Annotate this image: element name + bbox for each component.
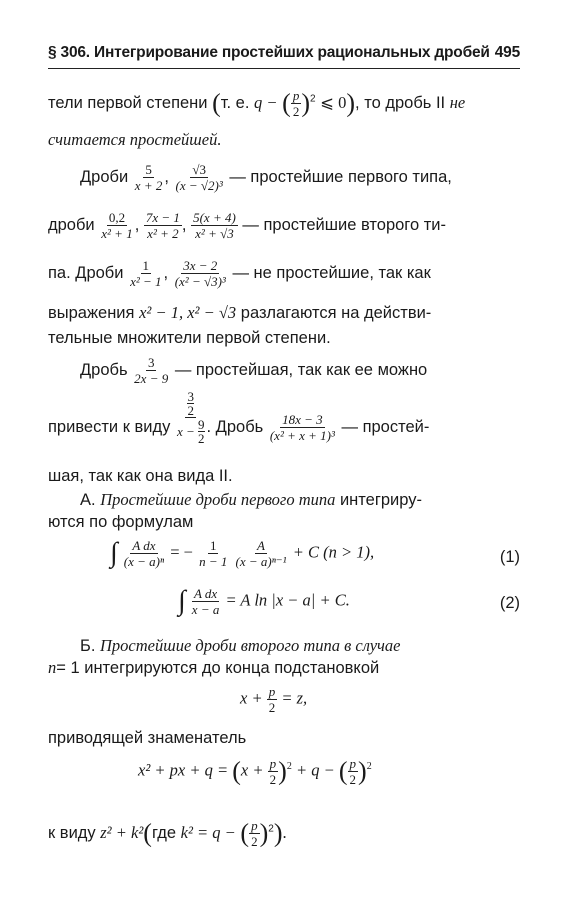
text-line: привести к виду 3 2 x − $\frac{9}{2}$ . Дробь $\frac{18x - 3}{\text{(x² + x + 1)³}}$ — простей- — [48, 389, 430, 446]
text-line: к виду z² + k²(где k² = q − ( $\frac{p}{2}$ )$^2$). — [48, 818, 287, 849]
fraction: $\frac{18x - 3}{\text{(x² + x + 1)³}}$ — [269, 412, 335, 443]
header-rule — [48, 68, 520, 69]
equation-number: (1) — [499, 548, 520, 566]
page-number: 495 — [494, 44, 520, 61]
fraction: $\frac{3x - 2}{\text{(x² − √3)³}}$ — [174, 258, 226, 289]
text-line: Б. Простейшие дроби второго типа в случае — [80, 636, 401, 655]
formula-denominator: x² + px + q = (x + $\frac{p}{2}$ )$^2$ + q − ( $\frac{p}{2}$ )$^2$ — [138, 756, 372, 787]
text-line: Дроби $\frac{5}{x + 2}$ , $\frac{√3}{\text{(x − √2)³}}$ — простейшие первого типа, — [80, 162, 452, 193]
text-line: А. Простейшие дроби первого типа интегриру- — [80, 490, 422, 509]
text-line: шая, так как она вида II. — [48, 467, 233, 485]
text-line: считается простейшей. — [48, 130, 222, 149]
fraction: $\frac{3}{2x - 9}$ — [134, 355, 169, 386]
text-line: па. Дроби $\frac{1}{\text{x² − 1}}$ , $\frac{3x - 2}{\text{(x² − √3)³}}$ — не простейшие, так как — [48, 258, 431, 289]
fraction: $\frac{0,2}{\text{x² + 1}}$ — [101, 210, 133, 241]
text-line: Дробь $\frac{3}{2x - 9}$ — простейшая, так как ее можно — [80, 355, 428, 386]
fraction: 3 2 x − $\frac{9}{2}$ — [176, 389, 205, 446]
fraction: $\frac{5}{x + 2}$ — [134, 162, 163, 193]
text-line: ются по формулам — [48, 513, 194, 531]
text-line: приводящей знаменатель — [48, 729, 247, 747]
formula-1: ∫ $\frac{\text{A dx}}{\text{(x − a)ⁿ}}$ = − $\frac{1}{n - 1}$ $\frac{A}{\text{(x − a)ⁿ⁻¹}}$ + C (n > 1), (1) — [110, 537, 520, 569]
fraction: $\frac{1}{\text{x² − 1}}$ — [130, 258, 162, 289]
text-line: выражения x² − 1, x² − √3 разлагаются на действи- — [48, 303, 432, 322]
equation-number: (2) — [499, 594, 520, 612]
substitution: x + $\frac{p}{2}$ = z, — [240, 684, 308, 715]
text-line: дроби $\frac{0,2}{\text{x² + 1}}$ , $\frac{7x - 1}{\text{x² + 2}}$ , $\frac{5(x + 4)}{\text{x² + √3}}$ — простейшие второго ти- — [48, 210, 446, 241]
fraction: $\frac{5(x + 4)}{\text{x² + √3}}$ — [193, 210, 236, 241]
section-title: § 306. Интегрирование простейших рациональных дробей — [48, 44, 490, 61]
fraction: $\frac{p}{2}$ — [292, 88, 300, 119]
text-line: n= 1 интегрируются до конца подстановкой — [48, 658, 380, 677]
fraction: $\frac{√3}{\text{(x − √2)³}}$ — [175, 162, 223, 193]
fraction: $\frac{7x - 1}{\text{x² + 2}}$ — [145, 210, 180, 241]
text-line: тельные множители первой степени. — [48, 329, 331, 347]
formula-2: ∫ $\frac{\text{A dx}}{x - a}$ = A ln |x − a| + C. (2) — [178, 585, 520, 617]
running-header — [48, 44, 520, 62]
text-line: тели первой степени (т. е. q − ( $\frac{p}{2}$ )$^2$ ⩽ 0), то дробь II не — [48, 88, 466, 119]
